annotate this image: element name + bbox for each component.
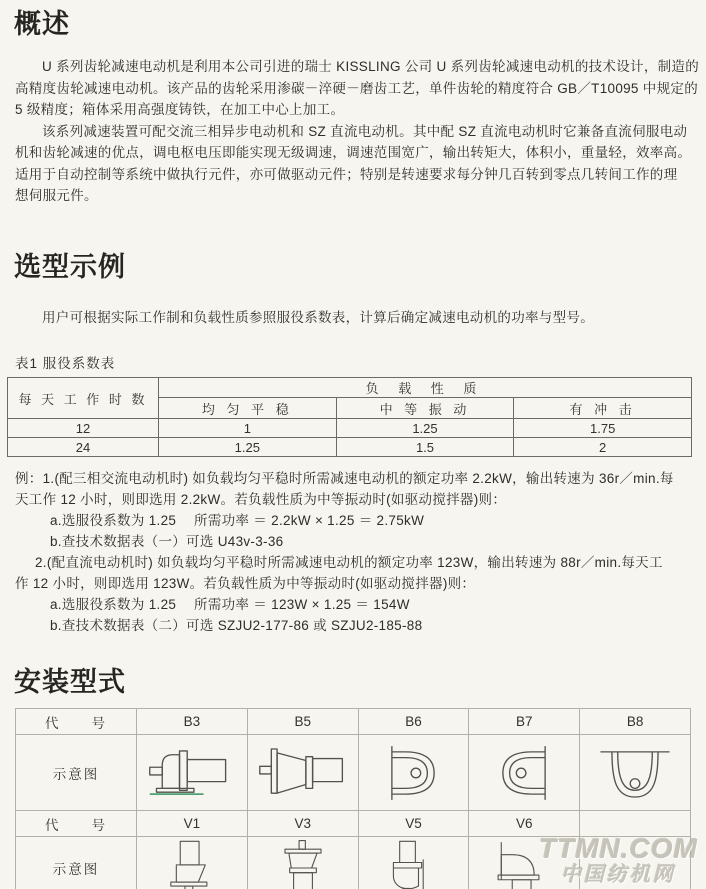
text-line: a.选服役系数为 1.25 所需功率 ＝ 123W × 1.25 ＝ 154W	[50, 597, 410, 612]
text-line: 例：1.(配三相交流电动机时) 如负载均匀平稳时所需减速电动机的额定功率 2.2kW，输出转速为 36r／min.每	[15, 471, 674, 486]
table-row	[16, 735, 691, 811]
table-cell: 24	[8, 438, 159, 457]
text-line: 2.(配直流电动机时) 如负载均匀平稳时所需减速电动机的额定功率 123W，输出转速为 88r／min.每天工	[35, 555, 663, 570]
mount-code-cell: B5	[247, 709, 358, 735]
text-line: 5 级精度；箱体采用高强度铸铁，在加工中心上加工。	[15, 102, 345, 117]
selection-heading: 选型示例	[14, 251, 126, 282]
mount-code-cell: B8	[580, 709, 691, 735]
table-header-cell: 代 号	[16, 811, 137, 837]
table-header-cell: 中 等 振 动	[336, 398, 514, 419]
table-cell: 1.25	[336, 419, 514, 438]
table-header-cell: 代 号	[16, 709, 137, 735]
v3-vertical-flange-diagram-icon	[247, 837, 358, 889]
v1-vertical-foot-diagram-icon	[137, 837, 248, 889]
table-cell: 2	[514, 438, 692, 457]
table-header-cell: 每 天 工 作 时 数	[8, 378, 159, 419]
table-row	[8, 378, 692, 398]
mount-code-cell: B7	[469, 709, 580, 735]
selection-example-block	[15, 468, 694, 636]
table-cell: 1.75	[514, 419, 692, 438]
table-row	[8, 438, 692, 457]
text-line: 高精度齿轮减速电动机。该产品的齿轮采用渗碳－淬硬－磨齿工艺，单件齿轮的精度符合 GB／T10095 中规定的	[15, 80, 698, 96]
overview-paragraph-2	[15, 121, 694, 207]
table-cell: 1.5	[336, 438, 514, 457]
table-cell: 1.25	[159, 438, 337, 457]
mount-code-cell: B6	[358, 709, 469, 735]
table-cell: 1	[159, 419, 337, 438]
table-header-cell: 负 载 性 质	[159, 378, 692, 398]
overview-heading: 概述	[14, 9, 70, 39]
mount-code-cell: V3	[247, 811, 358, 837]
table-header-cell: 均 匀 平 稳	[159, 398, 337, 419]
b7-face-ring-left-diagram-icon	[469, 735, 580, 811]
mount-code-cell: B3	[137, 709, 248, 735]
table-header-cell: 示意图	[16, 837, 137, 889]
service-factor-table	[7, 377, 692, 457]
b5-flange-mounted-diagram-icon	[247, 735, 358, 811]
service-factor-table-caption: 表1 服役系数表	[15, 356, 116, 371]
b8-ceiling-hung-diagram-icon	[580, 735, 691, 811]
b6-face-ring-right-diagram-icon	[358, 735, 469, 811]
text-line: b.查技术数据表（二）可选 SZJU2-177-86 或 SZJU2-185-88	[50, 618, 423, 633]
table-cell: 12	[8, 419, 159, 438]
table-row	[8, 419, 692, 438]
mount-code-cell: V6	[469, 811, 580, 837]
table-header-cell: 有 冲 击	[514, 398, 692, 419]
text-line: 该系列减速装置可配交流三相异步电动机和 SZ 直流电动机。其中配 SZ 直流电动机时它兼备直流伺服电动	[42, 123, 688, 139]
text-line: 适用于自动控制等系统中做执行元件，亦可做驱动元件；特别是转速要求每分钟几百转到零点几转间工作的理	[15, 166, 678, 182]
watermark	[539, 835, 698, 885]
text-line: 天工作 12 小时，则即选用 2.2kW。若负载性质为中等振动时(如驱动搅拌器)则：	[15, 492, 507, 507]
text-line: 想伺服元件。	[15, 188, 98, 203]
overview-paragraph-1	[15, 56, 700, 121]
selection-intro	[15, 307, 694, 329]
table-header-cell: 示意图	[16, 735, 137, 811]
text-line: 机和齿轮减速的优点，调电枢电压即能实现无级调速，调速范围宽广，输出转矩大，体积小，重量轻，效率高。	[15, 145, 692, 160]
text-line: a.选服役系数为 1.25 所需功率 ＝ 2.2kW × 1.25 ＝ 2.75kW	[50, 513, 425, 528]
watermark-text: TTMN.COM	[539, 833, 698, 864]
installation-heading: 安装型式	[14, 667, 126, 697]
text-line: 用户可根据实际工作制和负载性质参照服役系数表，计算后确定减速电动机的功率与型号。	[42, 309, 594, 325]
mount-code-cell: V5	[358, 811, 469, 837]
v5-vertical-wall-right-diagram-icon	[358, 837, 469, 889]
text-line: 作 12 小时，则即选用 123W。若负载性质为中等振动时(如驱动搅拌器)则：	[15, 576, 476, 591]
b3-foot-mounted-diagram-icon	[137, 735, 248, 811]
watermark-text: 中国纺机网	[561, 864, 677, 886]
mount-code-cell: V1	[137, 811, 248, 837]
table-row	[16, 709, 691, 735]
text-line: U 系列齿轮减速电动机是利用本公司引进的瑞士 KISSLING 公司 U 系列齿轮减速电动机的技术设计，制造的	[42, 59, 700, 74]
text-line: b.查技术数据表（一）可选 U43v-3-36	[50, 534, 284, 549]
